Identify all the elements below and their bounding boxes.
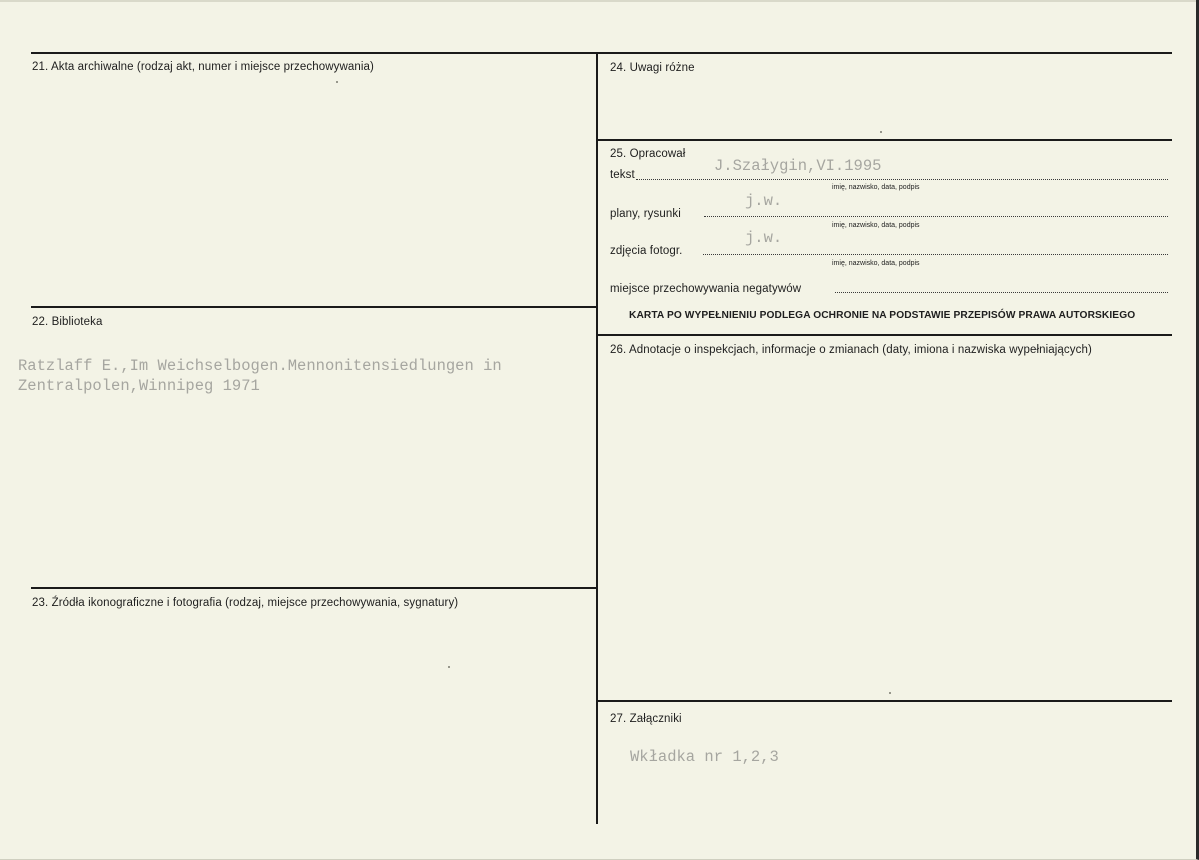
zalaczniki-value: Wkładka nr 1,2,3 <box>630 748 779 766</box>
plany-line <box>704 216 1168 217</box>
zdjecia-sublabel: imię, nazwisko, data, podpis <box>832 260 920 267</box>
tekst-label: tekst <box>610 169 635 181</box>
negatywy-line <box>835 292 1168 293</box>
top-rule-left <box>31 52 598 54</box>
paper-speck <box>889 692 891 694</box>
section-21-label: 21. Akta archiwalne (rodzaj akt, numer i miejsce przechowywania) <box>32 61 374 73</box>
rule-22 <box>31 306 598 308</box>
rule-25 <box>598 139 1172 141</box>
tekst-line <box>636 179 1168 180</box>
zdjecia-line <box>703 254 1168 255</box>
plany-label: plany, rysunki <box>610 208 681 220</box>
zdjecia-value: j.w. <box>745 229 783 247</box>
tekst-sublabel: imię, nazwisko, data, podpis <box>832 184 920 191</box>
plany-value: j.w. <box>745 192 783 210</box>
section-25-label: 25. Opracował <box>610 148 686 160</box>
section-22-label: 22. Biblioteka <box>32 316 103 328</box>
section-23-label: 23. Źródła ikonograficzne i fotografia (rodzaj, miejsce przechowywania, sygnatury) <box>32 597 459 609</box>
top-rule-right <box>598 52 1172 54</box>
section-26-label: 26. Adnotacje o inspekcjach, informacje o zmianach (daty, imiona i nazwiska wypełniających) <box>610 344 1092 356</box>
negatywy-label: miejsce przechowywania negatywów <box>610 283 802 295</box>
copyright-notice: KARTA PO WYPEŁNIENIU PODLEGA OCHRONIE NA PODSTAWIE PRZEPISÓW PRAWA AUTORSKIEGO <box>629 310 1136 321</box>
center-divider <box>596 52 598 824</box>
biblioteka-line-1: Ratzlaff E.,Im Weichselbogen.Mennonitensiedlungen in <box>18 357 502 375</box>
paper-speck <box>336 81 338 83</box>
tekst-value: J.Szałygin,VI.1995 <box>714 157 882 175</box>
rule-23 <box>31 587 598 589</box>
section-24-label: 24. Uwagi różne <box>610 62 695 74</box>
rule-27 <box>598 700 1172 702</box>
paper-speck <box>448 666 450 668</box>
section-27-label: 27. Załączniki <box>610 713 682 725</box>
plany-sublabel: imię, nazwisko, data, podpis <box>832 222 920 229</box>
paper-speck <box>880 131 882 133</box>
rule-26 <box>598 334 1172 336</box>
biblioteka-line-2: Zentralpolen,Winnipeg 1971 <box>18 377 260 395</box>
zdjecia-label: zdjęcia fotogr. <box>610 245 683 257</box>
